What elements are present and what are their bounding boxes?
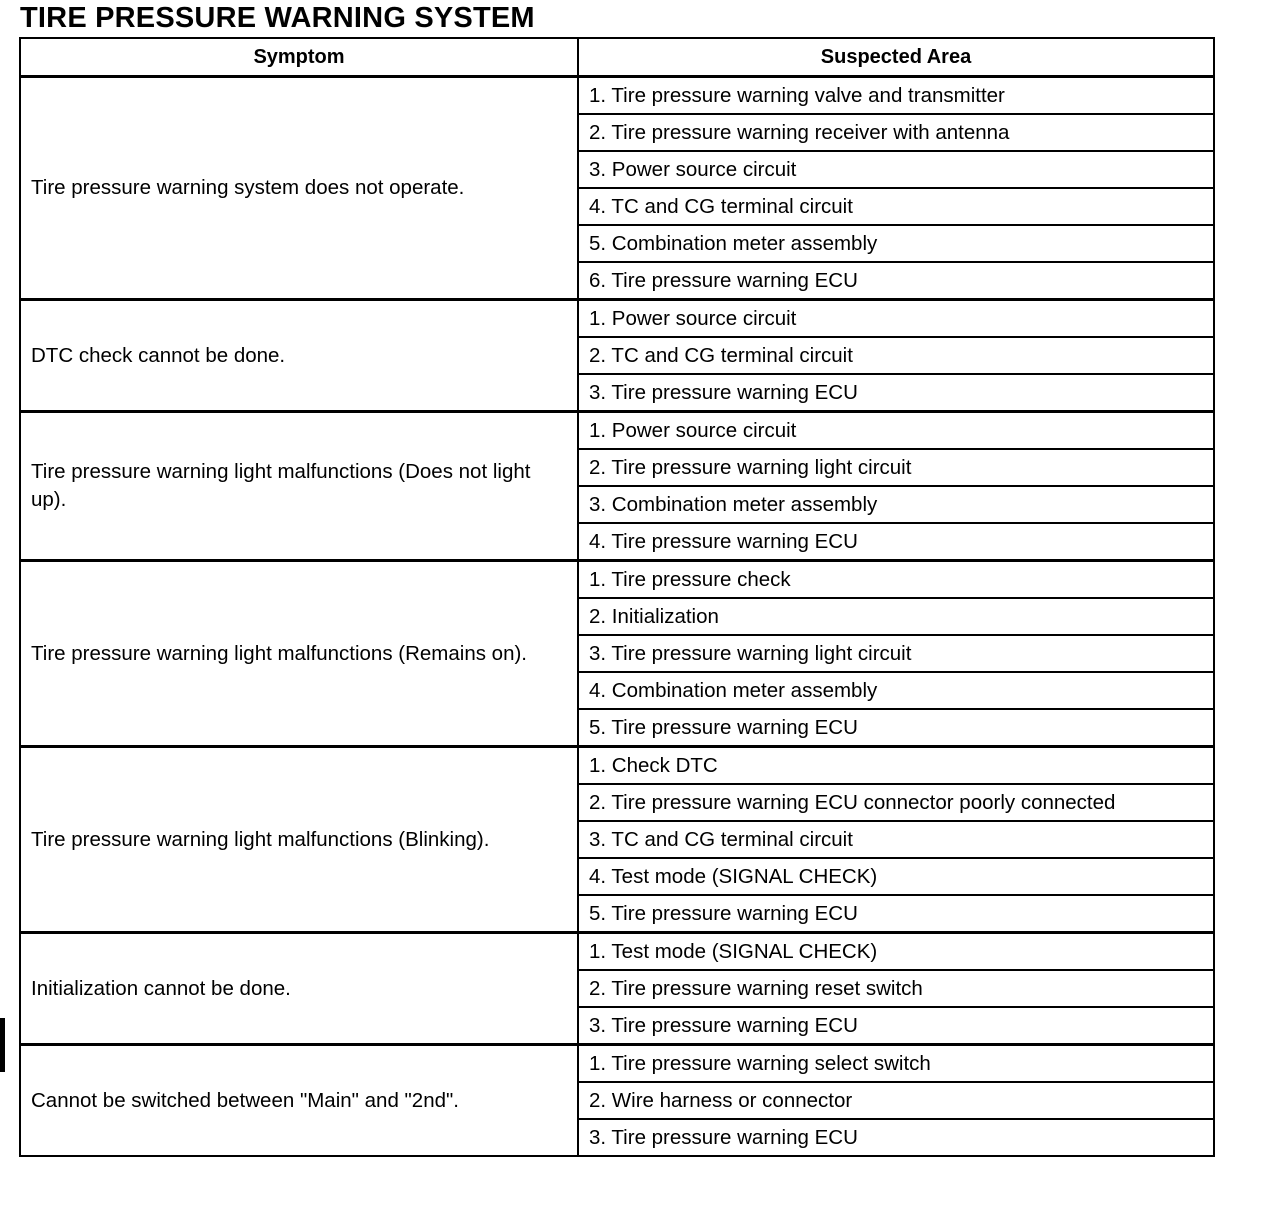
symptom-cell: Tire pressure warning light malfunctions (Blinking). [20,747,578,933]
symptom-cell: Tire pressure warning light malfunctions (Remains on). [20,561,578,747]
table-row [20,412,1214,450]
symptom-cell: DTC check cannot be done. [20,300,578,412]
suspected-area-cell: 3. Combination meter assembly [578,486,1214,523]
symptom-table [19,37,1215,1157]
suspected-area-cell: 3. Tire pressure warning ECU [578,1007,1214,1045]
suspected-area-cell: 3. TC and CG terminal circuit [578,821,1214,858]
suspected-area-cell: 6. Tire pressure warning ECU [578,262,1214,300]
page-title: TIRE PRESSURE WARNING SYSTEM [20,2,535,34]
symptom-cell: Tire pressure warning light malfunctions (Does not light up). [20,412,578,561]
suspected-area-cell: 2. TC and CG terminal circuit [578,337,1214,374]
suspected-area-cell: 4. Test mode (SIGNAL CHECK) [578,858,1214,895]
table-row [20,1045,1214,1083]
table-row [20,300,1214,338]
suspected-area-cell: 2. Initialization [578,598,1214,635]
table-body [20,77,1214,1157]
suspected-area-cell: 4. Combination meter assembly [578,672,1214,709]
suspected-area-cell: 2. Tire pressure warning light circuit [578,449,1214,486]
table-row [20,933,1214,971]
suspected-area-cell: 3. Tire pressure warning ECU [578,1119,1214,1156]
suspected-area-cell: 4. TC and CG terminal circuit [578,188,1214,225]
suspected-area-cell: 1. Tire pressure check [578,561,1214,599]
suspected-area-cell: 5. Tire pressure warning ECU [578,709,1214,747]
symptom-cell: Tire pressure warning system does not operate. [20,77,578,300]
suspected-area-cell: 3. Tire pressure warning ECU [578,374,1214,412]
table-row [20,747,1214,785]
suspected-area-cell: 1. Power source circuit [578,412,1214,450]
suspected-area-cell: 1. Check DTC [578,747,1214,785]
suspected-area-cell: 3. Power source circuit [578,151,1214,188]
suspected-area-cell: 2. Tire pressure warning ECU connector poorly connected [578,784,1214,821]
header-suspected-area: Suspected Area [578,38,1214,77]
suspected-area-cell: 5. Tire pressure warning ECU [578,895,1214,933]
suspected-area-cell: 1. Test mode (SIGNAL CHECK) [578,933,1214,971]
table-row [20,77,1214,115]
suspected-area-cell: 2. Wire harness or connector [578,1082,1214,1119]
header-row [20,38,1214,77]
suspected-area-cell: 2. Tire pressure warning receiver with antenna [578,114,1214,151]
symptom-cell: Initialization cannot be done. [20,933,578,1045]
suspected-area-cell: 1. Power source circuit [578,300,1214,338]
suspected-area-cell: 3. Tire pressure warning light circuit [578,635,1214,672]
suspected-area-cell: 5. Combination meter assembly [578,225,1214,262]
margin-marker [0,1018,5,1072]
suspected-area-cell: 2. Tire pressure warning reset switch [578,970,1214,1007]
suspected-area-cell: 1. Tire pressure warning select switch [578,1045,1214,1083]
header-symptom: Symptom [20,38,578,77]
suspected-area-cell: 1. Tire pressure warning valve and transmitter [578,77,1214,115]
suspected-area-cell: 4. Tire pressure warning ECU [578,523,1214,561]
table-row [20,561,1214,599]
symptom-cell: Cannot be switched between "Main" and "2nd". [20,1045,578,1157]
